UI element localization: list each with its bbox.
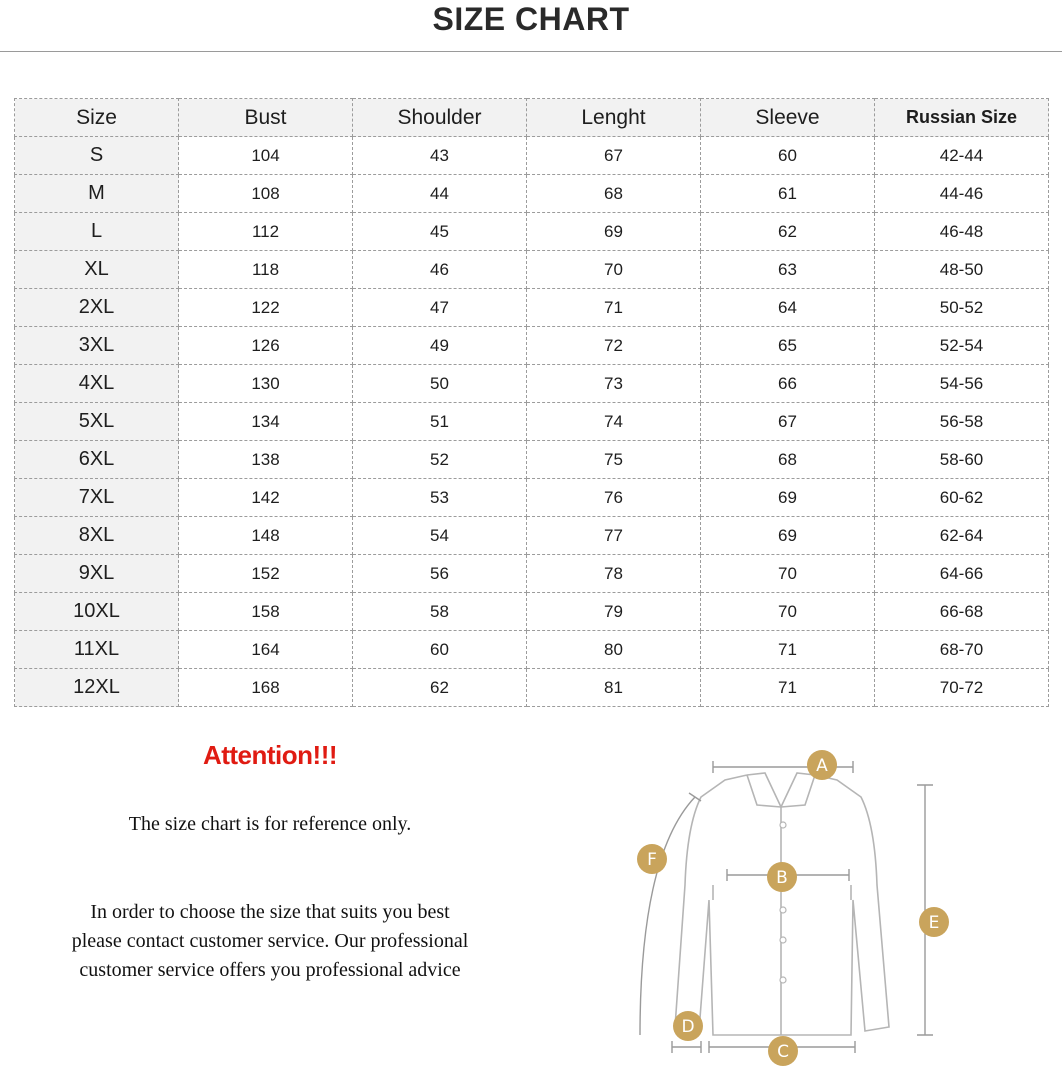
bust-cell: 112 <box>179 213 353 251</box>
sleeve-cell: 69 <box>701 517 875 555</box>
size-cell: 4XL <box>15 365 179 403</box>
length-cell: 75 <box>527 441 701 479</box>
size-cell: 11XL <box>15 631 179 669</box>
table-row <box>15 479 1049 517</box>
shoulder-cell: 44 <box>353 175 527 213</box>
sleeve-cell: 63 <box>701 251 875 289</box>
shoulder-cell: 60 <box>353 631 527 669</box>
shoulder-cell: 51 <box>353 403 527 441</box>
advice-note <box>10 898 530 985</box>
sleeve-cell: 60 <box>701 137 875 175</box>
russian-size-cell: 62-64 <box>875 517 1049 555</box>
marker-a <box>807 750 837 780</box>
advice-line: In order to choose the size that suits you best <box>90 901 450 923</box>
header-russian-size: Russian Size <box>875 99 1049 137</box>
sleeve-cell: 70 <box>701 555 875 593</box>
shoulder-cell: 50 <box>353 365 527 403</box>
bust-cell: 138 <box>179 441 353 479</box>
advice-line: customer service offers you professional advice <box>79 959 461 981</box>
sleeve-cell: 62 <box>701 213 875 251</box>
size-cell: 9XL <box>15 555 179 593</box>
svg-text:C: C <box>777 1042 789 1062</box>
length-cell: 70 <box>527 251 701 289</box>
shoulder-cell: 62 <box>353 669 527 707</box>
sleeve-cell: 66 <box>701 365 875 403</box>
table-row <box>15 403 1049 441</box>
shoulder-cell: 49 <box>353 327 527 365</box>
table-row <box>15 327 1049 365</box>
sleeve-cell: 67 <box>701 403 875 441</box>
header-bust: Bust <box>179 99 353 137</box>
svg-text:B: B <box>776 868 788 888</box>
russian-size-cell: 48-50 <box>875 251 1049 289</box>
russian-size-cell: 46-48 <box>875 213 1049 251</box>
length-cell: 78 <box>527 555 701 593</box>
bust-cell: 164 <box>179 631 353 669</box>
shoulder-cell: 53 <box>353 479 527 517</box>
header-size: Size <box>15 99 179 137</box>
table-header-row <box>15 99 1049 137</box>
length-cell: 67 <box>527 137 701 175</box>
table-row <box>15 137 1049 175</box>
sleeve-cell: 61 <box>701 175 875 213</box>
size-cell: 3XL <box>15 327 179 365</box>
length-cell: 80 <box>527 631 701 669</box>
svg-text:F: F <box>647 850 657 870</box>
size-cell: M <box>15 175 179 213</box>
russian-size-cell: 66-68 <box>875 593 1049 631</box>
russian-size-cell: 44-46 <box>875 175 1049 213</box>
header-sleeve: Sleeve <box>701 99 875 137</box>
marker-c <box>768 1036 798 1066</box>
marker-e <box>919 907 949 937</box>
bust-cell: 104 <box>179 137 353 175</box>
marker-b <box>767 862 797 892</box>
russian-size-cell: 52-54 <box>875 327 1049 365</box>
table-row <box>15 555 1049 593</box>
shoulder-cell: 52 <box>353 441 527 479</box>
russian-size-cell: 54-56 <box>875 365 1049 403</box>
svg-text:A: A <box>816 756 828 776</box>
marker-f <box>637 844 667 874</box>
size-cell: XL <box>15 251 179 289</box>
length-cell: 81 <box>527 669 701 707</box>
header-length: Lenght <box>527 99 701 137</box>
size-cell: S <box>15 137 179 175</box>
length-cell: 73 <box>527 365 701 403</box>
shirt-outline <box>675 773 889 1035</box>
advice-line: please contact customer service. Our professional <box>71 930 469 952</box>
bust-cell: 118 <box>179 251 353 289</box>
russian-size-cell: 60-62 <box>875 479 1049 517</box>
bust-cell: 108 <box>179 175 353 213</box>
title-divider <box>0 51 1062 52</box>
sleeve-cell: 65 <box>701 327 875 365</box>
svg-text:E: E <box>928 913 940 933</box>
size-cell: 2XL <box>15 289 179 327</box>
bust-cell: 168 <box>179 669 353 707</box>
length-cell: 76 <box>527 479 701 517</box>
attention-heading: Attention!!! <box>202 740 338 770</box>
svg-text:D: D <box>681 1017 695 1037</box>
shoulder-cell: 47 <box>353 289 527 327</box>
bust-cell: 122 <box>179 289 353 327</box>
russian-size-cell: 64-66 <box>875 555 1049 593</box>
bust-cell: 148 <box>179 517 353 555</box>
size-cell: 5XL <box>15 403 179 441</box>
shirt-measurement-diagram <box>615 735 995 1075</box>
table-row <box>15 289 1049 327</box>
table-row <box>15 517 1049 555</box>
sleeve-cell: 71 <box>701 669 875 707</box>
bust-cell: 126 <box>179 327 353 365</box>
sleeve-cell: 70 <box>701 593 875 631</box>
russian-size-cell: 50-52 <box>875 289 1049 327</box>
bust-cell: 152 <box>179 555 353 593</box>
shoulder-cell: 58 <box>353 593 527 631</box>
length-cell: 68 <box>527 175 701 213</box>
shoulder-cell: 45 <box>353 213 527 251</box>
russian-size-cell: 56-58 <box>875 403 1049 441</box>
length-cell: 69 <box>527 213 701 251</box>
shoulder-cell: 43 <box>353 137 527 175</box>
size-cell: 10XL <box>15 593 179 631</box>
bust-cell: 134 <box>179 403 353 441</box>
russian-size-cell: 70-72 <box>875 669 1049 707</box>
table-row <box>15 213 1049 251</box>
size-table <box>14 98 1049 707</box>
table-row <box>15 593 1049 631</box>
table-row <box>15 441 1049 479</box>
marker-d <box>673 1011 703 1041</box>
header-shoulder: Shoulder <box>353 99 527 137</box>
table-row <box>15 251 1049 289</box>
size-cell: 7XL <box>15 479 179 517</box>
length-cell: 71 <box>527 289 701 327</box>
length-cell: 74 <box>527 403 701 441</box>
table-row <box>15 631 1049 669</box>
sleeve-cell: 64 <box>701 289 875 327</box>
size-cell: 8XL <box>15 517 179 555</box>
table-row <box>15 175 1049 213</box>
table-row <box>15 365 1049 403</box>
shoulder-cell: 56 <box>353 555 527 593</box>
bust-cell: 130 <box>179 365 353 403</box>
page-title: SIZE CHART <box>432 1 630 37</box>
russian-size-cell: 42-44 <box>875 137 1049 175</box>
size-cell: 6XL <box>15 441 179 479</box>
length-cell: 77 <box>527 517 701 555</box>
table-row <box>15 669 1049 707</box>
russian-size-cell: 68-70 <box>875 631 1049 669</box>
length-cell: 79 <box>527 593 701 631</box>
size-cell: L <box>15 213 179 251</box>
sleeve-cell: 69 <box>701 479 875 517</box>
sleeve-cell: 71 <box>701 631 875 669</box>
russian-size-cell: 58-60 <box>875 441 1049 479</box>
bust-cell: 158 <box>179 593 353 631</box>
shoulder-cell: 46 <box>353 251 527 289</box>
reference-note: The size chart is for reference only. <box>128 813 412 835</box>
bust-cell: 142 <box>179 479 353 517</box>
shoulder-cell: 54 <box>353 517 527 555</box>
sleeve-cell: 68 <box>701 441 875 479</box>
size-cell: 12XL <box>15 669 179 707</box>
length-cell: 72 <box>527 327 701 365</box>
